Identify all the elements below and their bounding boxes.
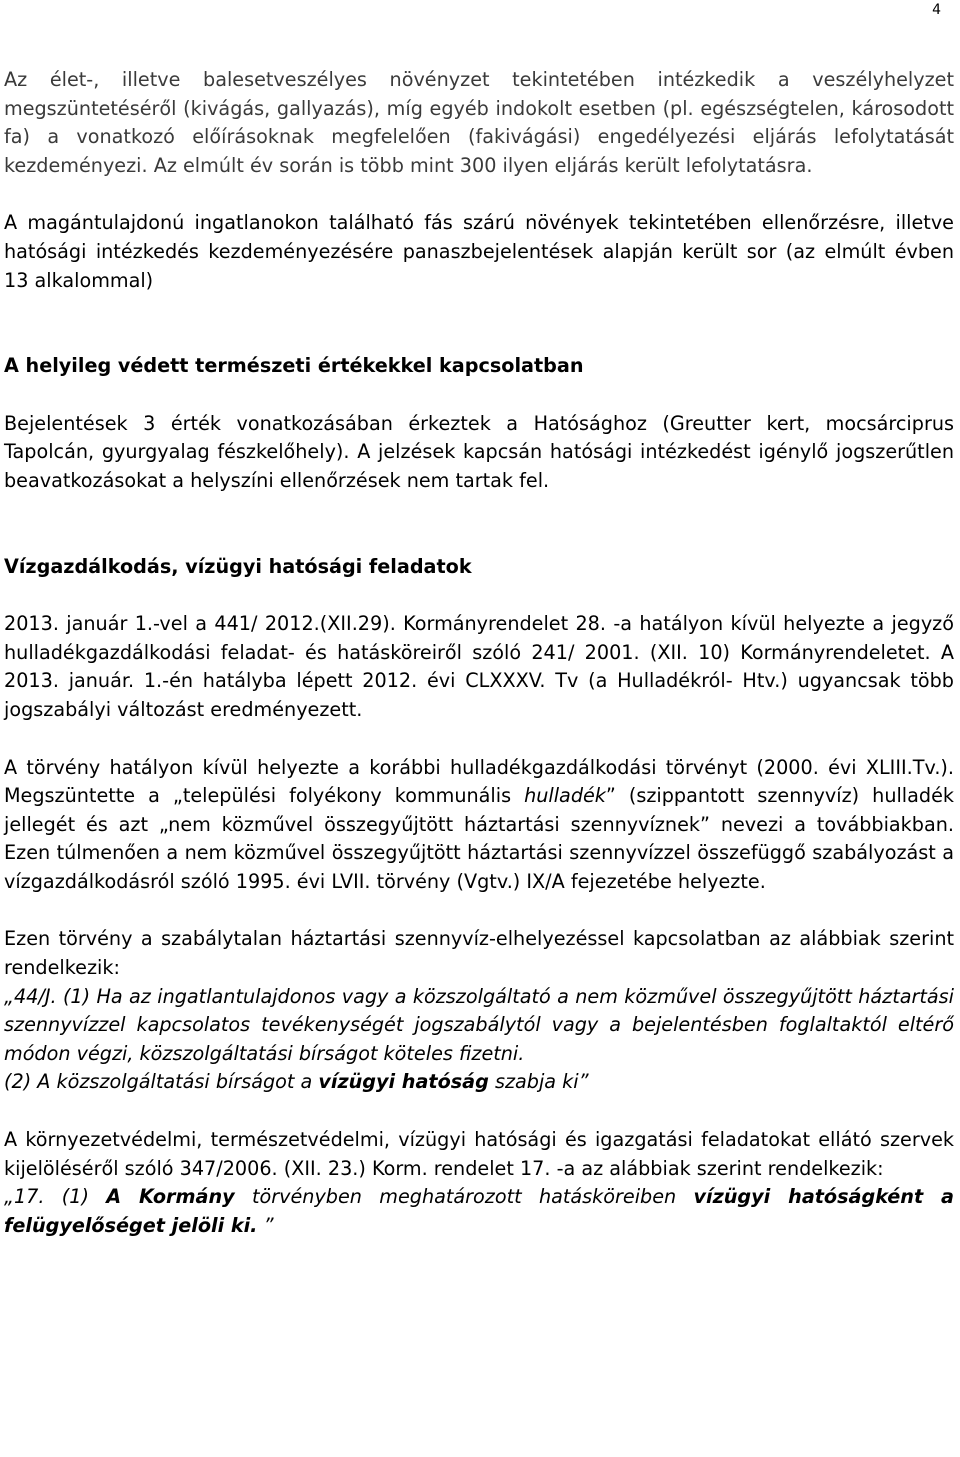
quote-17-a: „17. (1): [4, 1185, 107, 1209]
quote-44j-2-bold: vízügyi hatóság: [318, 1070, 489, 1094]
paragraph-private-property: A magántulajdonú ingatlanokon található fás szárú növények tekintetében ellenőrzésre, illetve hatósági intézkedés kezdeményezésére panaszbejelentések alapján került sor (az elmúlt évben 13 alkalommal): [4, 211, 954, 292]
quote-44j-1: „44/J. (1) Ha az ingatlantulajdonos vagy a közszolgáltató a nem közművel összegyűjtött háztartási szennyvízzel kapcsolatos tevékenységét jogszabálytól vagy a bejelentésben foglaltaktól eltérő módon végzi, közszolgáltatási bírságot köteles fizetni.: [4, 984, 954, 1065]
paragraph-government-decree: 2013. január 1.-vel a 441/ 2012.(XII.29). Kormányrendelet 28. -a hatályon kívül helyezte a jegyző hulladékgazdálkodási feladat- és hatásköreiről szóló 241/ 2001. (XII. 10) Kormányrendeletet. A 2013. január. 1.-én hatályba lépett 2012. évi CLXXXV. Tv (a Hulladékról- Htv.) ugyancsak több jogszabályi változást eredményezett.: [4, 612, 954, 721]
heading-protected-values: A helyileg védett természeti értékekkel kapcsolatban: [4, 354, 584, 378]
quote-17-bold-a: A Kormány: [106, 1185, 235, 1209]
page-number: 4: [932, 2, 941, 18]
paragraph-law-repeal: [4, 754, 954, 897]
quote-17-c: törvényben meghatározott hatásköreiben: [234, 1185, 694, 1209]
law-repeal-text-c: ” (szippantott szennyvíz) hulladék jellegét és azt „nem közművel összegyűjtött háztartási szennyvíznek” nevezi a továbbiakban. Ezen túlmenően a nem közművel összegyűjtött háztartási szennyvízzel összefüggő szabályozást a vízgazdálkodásról szóló 1995. évi LVII. törvény (Vgtv.) IX/A fejezetébe helyezte.: [4, 784, 954, 893]
heading-water-management: Vízgazdálkodás, vízügyi hatósági feladatok: [4, 554, 472, 578]
quote-44j-2: [4, 1068, 954, 1097]
paragraph-vegetation-hazard: Az élet-, illetve balesetveszélyes növényzet tekintetében intézkedik a veszélyhelyzet megszüntetéséről (kivágás, gallyazás), míg egyéb indokolt esetben (pl. egészségtelen, károsodott fa) a vonatkozó előírásoknak megfelelően (fakivágási) engedélyezési eljárás lefolytatását kezdeményezi. Az elmúlt év során is több mint 300 ilyen eljárás került lefolytatásra.: [4, 68, 954, 177]
quote-44j-2-c: szabja ki”: [488, 1070, 589, 1094]
quote-17-e: ”: [257, 1213, 274, 1237]
quote-44j-2-a: (2) A közszolgáltatási bírságot a: [4, 1070, 319, 1094]
paragraph-reports: Bejelentések 3 érték vonatkozásában érkeztek a Hatósághoz (Greutter kert, mocsárciprus Tapolcán, gyurgyalag fészkelőhely). A jelzések kapcsán hatósági intézkedést igénylő jogszerűtlen beavatkozásokat a helyszíni ellenőrzések nem tartak fel.: [4, 411, 954, 492]
quote-17-bold-b: vízügyi hatóságként a felügyelőséget jelöli ki.: [4, 1185, 954, 1237]
law-repeal-text-italic: hulladék: [524, 784, 606, 808]
document-body: [4, 66, 954, 1240]
paragraph-authority-designation: A környezetvédelmi, természetvédelmi, vízügyi hatósági és igazgatási feladatokat ellátó szervek kijelöléséről szóló 347/2006. (XII. 23.) Korm. rendelet 17. -a az alábbiak szerint rendelkezik:: [4, 1128, 954, 1180]
law-repeal-text-a: A törvény hatályon kívül helyezte a korábbi hulladékgazdálkodási törvényt (2000. évi XLIII.Tv.). Megszüntette a „települési folyékony kommunális: [4, 755, 954, 808]
paragraph-law-provision-intro: Ezen törvény a szabálytalan háztartási szennyvíz-elhelyezéssel kapcsolatban az alábbiak szerint rendelkezik:: [4, 927, 954, 980]
quote-17: [4, 1183, 954, 1240]
